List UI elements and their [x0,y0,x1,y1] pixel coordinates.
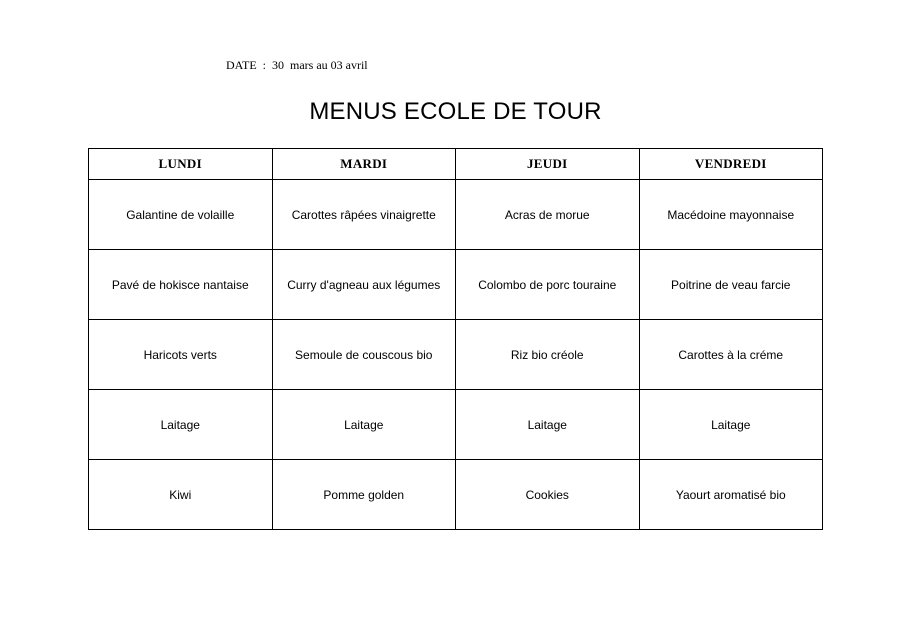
table-cell: Laitage [456,390,640,460]
table-cell: Cookies [456,460,640,530]
table-row [89,320,823,390]
table-cell: Yaourt aromatisé bio [639,460,823,530]
table-row [89,250,823,320]
column-header-lundi: LUNDI [89,149,273,180]
table-cell: Curry d'agneau aux légumes [272,250,456,320]
table-row [89,460,823,530]
column-header-mardi: MARDI [272,149,456,180]
table-header-row [89,149,823,180]
table-row [89,390,823,460]
table-cell: Galantine de volaille [89,180,273,250]
table-row [89,180,823,250]
table-cell: Haricots verts [89,320,273,390]
date-line: DATE : 30 mars au 03 avril [226,58,368,72]
table-cell: Carottes râpées vinaigrette [272,180,456,250]
column-header-vendredi: VENDREDI [639,149,823,180]
column-header-jeudi: JEUDI [456,149,640,180]
table-cell: Pomme golden [272,460,456,530]
table-cell: Acras de morue [456,180,640,250]
table-cell: Laitage [89,390,273,460]
table-cell: Carottes à la créme [639,320,823,390]
table-cell: Macédoine mayonnaise [639,180,823,250]
table-cell: Semoule de couscous bio [272,320,456,390]
table-cell: Laitage [639,390,823,460]
table-cell: Pavé de hokisce nantaise [89,250,273,320]
menu-table [88,148,823,530]
table-cell: Riz bio créole [456,320,640,390]
table-cell: Colombo de porc touraine [456,250,640,320]
table-cell: Poitrine de veau farcie [639,250,823,320]
table-cell: Laitage [272,390,456,460]
page-title: MENUS ECOLE DE TOUR [309,98,602,125]
table-cell: Kiwi [89,460,273,530]
